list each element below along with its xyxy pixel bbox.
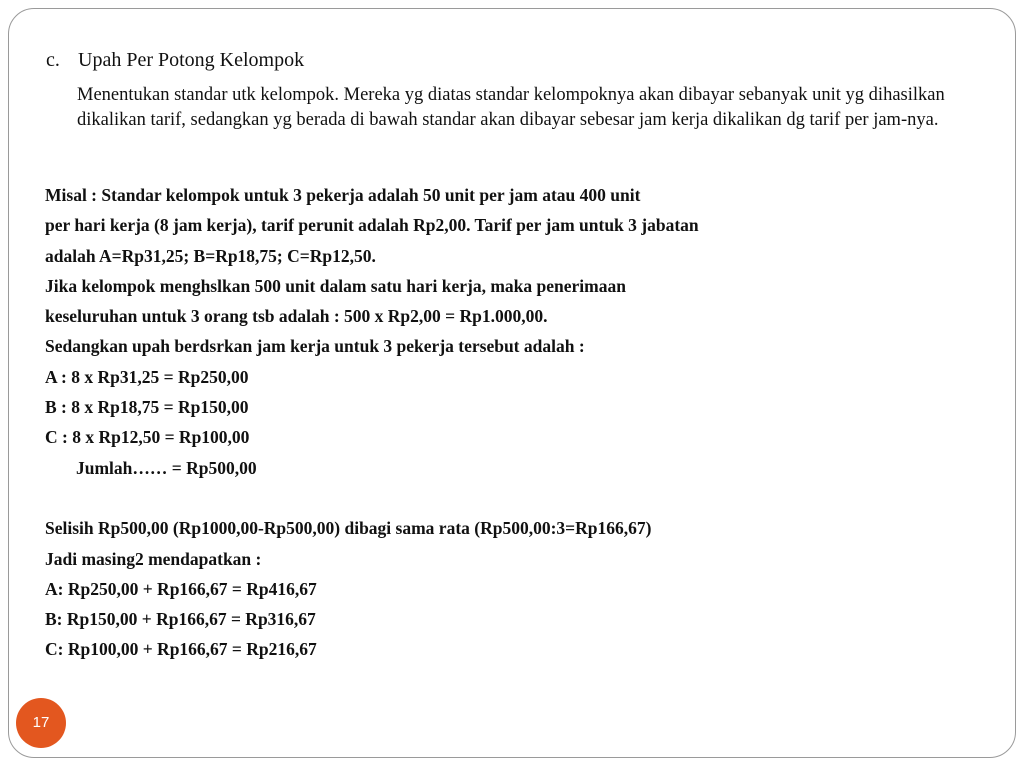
- body-line: B : 8 x Rp18,75 = Rp150,00: [45, 397, 249, 418]
- body-line: C : 8 x Rp12,50 = Rp100,00: [45, 427, 250, 448]
- body-line: C: Rp100,00 + Rp166,67 = Rp216,67: [45, 639, 317, 660]
- blank-line: [45, 483, 985, 513]
- body-line: B: Rp150,00 + Rp166,67 = Rp316,67: [45, 609, 316, 630]
- heading-marker: c.: [46, 49, 60, 71]
- page-number-badge: 17: [16, 698, 66, 748]
- section-heading: [46, 47, 304, 73]
- body-line: Selisih Rp500,00 (Rp1000,00-Rp500,00) dibagi sama rata (Rp500,00:3=Rp166,67): [45, 518, 652, 539]
- body-line: A: Rp250,00 + Rp166,67 = Rp416,67: [45, 578, 317, 599]
- body-line: Jika kelompok menghslkan 500 unit dalam satu hari kerja, maka penerimaan: [45, 275, 626, 296]
- body-line: adalah A=Rp31,25; B=Rp18,75; C=Rp12,50.: [45, 245, 376, 266]
- heading-title: Upah Per Potong Kelompok: [78, 49, 305, 71]
- example-body: [45, 180, 985, 665]
- body-line: Misal : Standar kelompok untuk 3 pekerja adalah 50 unit per jam atau 400 unit: [45, 185, 641, 205]
- intro-paragraph: Menentukan standar utk kelompok. Mereka yg diatas standar kelompoknya akan dibayar sebanyak unit yg dihasilkan dikalikan tarif, sedangkan yg berada di bawah standar akan dibayar sebesar jam kerja dikalikan dg tarif per jam-nya.: [77, 85, 945, 130]
- body-line: Sedangkan upah berdsrkan jam kerja untuk 3 pekerja tersebut adalah :: [45, 336, 585, 357]
- body-line: per hari kerja (8 jam kerja), tarif perunit adalah Rp2,00. Tarif per jam untuk 3 jabatan: [45, 215, 699, 236]
- body-line: Jadi masing2 mendapatkan :: [45, 548, 262, 569]
- body-line: keseluruhan untuk 3 orang tsb adalah : 500 x Rp2,00 = Rp1.000,00.: [45, 306, 548, 327]
- body-line: A : 8 x Rp31,25 = Rp250,00: [45, 366, 249, 387]
- total-line: Jumlah…… = Rp500,00: [76, 457, 257, 478]
